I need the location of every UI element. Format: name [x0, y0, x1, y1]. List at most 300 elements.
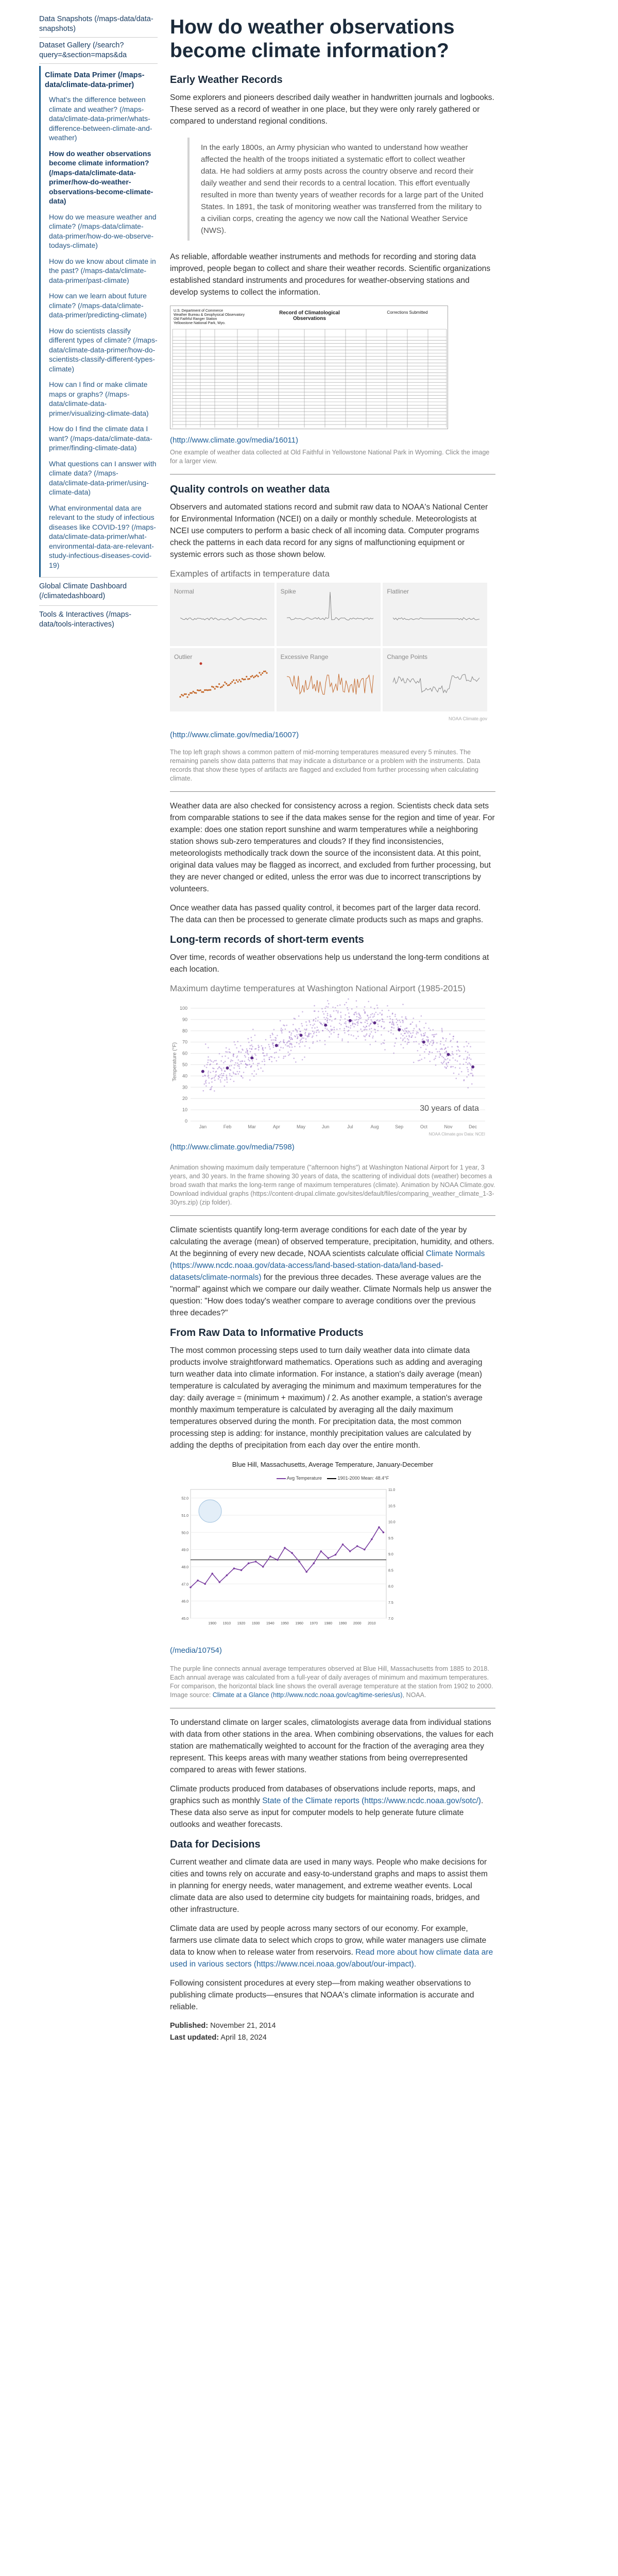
data-point — [271, 1056, 273, 1058]
data-point — [283, 1024, 284, 1026]
data-point — [328, 1006, 329, 1008]
data-point — [313, 1025, 314, 1026]
data-point — [358, 1013, 360, 1014]
figure-link[interactable]: (http://www.climate.gov/media/7598) — [170, 1143, 295, 1151]
data-point — [248, 1057, 250, 1059]
data-point — [230, 1061, 232, 1062]
data-point — [304, 1057, 305, 1058]
data-point — [350, 1027, 351, 1029]
data-point — [239, 1061, 241, 1062]
avg-temp-point — [378, 1527, 380, 1529]
data-point — [221, 1073, 222, 1075]
data-point — [301, 1023, 302, 1025]
data-point — [429, 1043, 431, 1045]
data-point — [391, 1024, 393, 1025]
outlier-point — [236, 680, 237, 681]
data-point — [374, 1029, 375, 1030]
data-point — [445, 1059, 447, 1061]
data-point — [337, 1010, 339, 1012]
data-point — [396, 1038, 398, 1040]
data-point — [434, 1034, 436, 1036]
data-point — [210, 1089, 212, 1090]
data-point — [291, 1043, 293, 1045]
avg-temp-point — [356, 1545, 358, 1547]
data-point — [258, 1049, 260, 1050]
data-point — [322, 1024, 323, 1026]
data-point — [288, 1031, 290, 1033]
data-point — [218, 1076, 219, 1077]
data-point — [406, 1036, 407, 1037]
data-point — [400, 1044, 402, 1045]
data-point — [286, 1042, 288, 1044]
data-point — [408, 1030, 409, 1032]
data-point — [268, 1044, 270, 1045]
data-point — [381, 1026, 382, 1027]
data-point — [382, 1019, 384, 1021]
data-point — [452, 1066, 454, 1067]
avg-temp-point — [349, 1550, 351, 1552]
data-point — [221, 1075, 223, 1077]
data-point — [263, 1053, 264, 1054]
data-point — [286, 1025, 287, 1026]
legend-swatch-mean — [327, 1478, 336, 1479]
outlier-point — [190, 692, 191, 694]
sidebar-subitem-climate-vs-weather[interactable]: What's the difference between climate and weather? (/maps-data/climate-data-primer/whats-difference-between-climate-and-weather) — [49, 95, 152, 142]
data-point — [245, 1063, 247, 1064]
data-point — [202, 1076, 204, 1077]
avg-temp-point — [233, 1568, 235, 1570]
data-point — [225, 1056, 226, 1057]
data-point — [238, 1059, 239, 1061]
x-tick-label: Nov — [444, 1124, 453, 1129]
data-point — [384, 1040, 385, 1041]
data-point — [224, 1071, 226, 1072]
published-date — [170, 2020, 495, 2032]
data-point — [229, 1052, 230, 1053]
data-point — [306, 1025, 307, 1026]
outlier-point — [234, 682, 236, 684]
data-point — [227, 1052, 228, 1053]
data-point — [208, 1077, 210, 1079]
data-point — [305, 1029, 307, 1031]
data-point — [380, 1012, 381, 1014]
data-point — [393, 1027, 395, 1029]
avg-temp-point — [218, 1581, 220, 1583]
data-point — [219, 1053, 220, 1055]
panel-trace — [180, 618, 267, 620]
data-point — [285, 1028, 286, 1030]
data-point — [339, 1028, 341, 1030]
data-point — [291, 1037, 293, 1039]
x-tick-label: Jun — [321, 1124, 330, 1129]
data-point — [441, 1048, 442, 1049]
data-point — [329, 1019, 331, 1021]
outlier-point — [179, 696, 181, 698]
data-point — [317, 1027, 318, 1028]
outlier-point — [250, 676, 252, 677]
data-point — [233, 1072, 234, 1073]
data-point — [318, 1016, 319, 1018]
data-point — [447, 1065, 449, 1067]
data-point — [446, 1064, 448, 1065]
updated-label: Last updated: — [170, 2033, 219, 2042]
data-point — [351, 1035, 352, 1036]
data-point — [334, 1029, 335, 1030]
data-point — [469, 1054, 470, 1056]
data-point — [331, 1016, 332, 1018]
outlier-point — [210, 689, 211, 691]
data-point — [458, 1049, 459, 1051]
section-heading-quality-controls: Quality controls on weather data — [170, 484, 330, 495]
data-point — [211, 1081, 213, 1083]
panel-label: Normal — [174, 588, 194, 595]
data-point — [269, 1057, 270, 1058]
data-point — [372, 1013, 373, 1014]
data-point — [325, 1006, 327, 1008]
data-point — [239, 1067, 241, 1069]
data-point — [320, 1023, 322, 1024]
data-point — [392, 1021, 393, 1022]
artifacts-figure[interactable] — [170, 568, 495, 725]
figure-link[interactable]: (http://www.climate.gov/media/16011) — [170, 436, 299, 445]
data-point — [468, 1071, 469, 1073]
main-content — [170, 15, 495, 2044]
avg-temp-point — [277, 1559, 279, 1561]
text: Climate products produced from databases of observations include reports, maps, and graphics such as monthly — [170, 1785, 475, 1805]
data-point — [302, 1059, 303, 1061]
published-value: November 21, 2014 — [210, 2022, 276, 2030]
data-point — [214, 1060, 216, 1062]
paragraph: To understand climate on larger scales, climatologists average data from individual stations with data from other stations in the area. When combining observations, the values for each station are mathematically weighted to account for the fraction of the averaging area they represent. This keeps areas with many weather stations from being overrepresented compared to areas with fewer stations. — [170, 1718, 494, 1774]
data-point — [440, 1055, 441, 1056]
sidebar-subitem-questions[interactable]: What questions can I answer with climate data? (/maps-data/climate-data-primer/using-climate-data) — [49, 459, 157, 496]
sidebar-subitem-find-data[interactable]: How do I find the climate data I want? (/maps-data/climate-data-primer/finding-climate-data) — [49, 425, 152, 452]
panel-spike — [277, 583, 381, 646]
data-point — [272, 1042, 273, 1044]
data-point — [275, 1040, 277, 1041]
data-point — [324, 1019, 326, 1020]
data-point — [278, 1057, 280, 1058]
chart-title: Blue Hill, Massachusetts, Average Temperature, January-December — [232, 1461, 434, 1468]
x-tick-label: Jan — [199, 1124, 207, 1129]
data-point — [340, 1012, 341, 1013]
panel-trace — [393, 674, 479, 692]
data-point — [368, 1017, 370, 1019]
data-point — [251, 1044, 252, 1046]
outlier-point — [247, 679, 249, 680]
data-point — [257, 1065, 259, 1066]
data-point — [424, 1051, 425, 1053]
data-point — [407, 1043, 408, 1045]
data-point — [264, 1064, 266, 1065]
figure-caption: Animation showing maximum daily temperature ("afternoon highs") at Washington National Airport for 1 year, 3 years, and 30 years. In the frame showing 30 years of data, the scattering of individual dots (weather) becomes a broad swath that marks the long-term range of maximum temperatures (climate). Animation by NOAA Climate.gov. Download individual graphs (https://content-drupal.climate.gov/sites/default/files/comparing_weather_climate_1-3-30yrs.zip) (zip folder). — [170, 1164, 495, 1206]
sidebar-subitem-maps-graphs[interactable]: How can I find or make climate maps or graphs? (/maps-data/climate-data-primer/visualizing-climate-data) — [49, 380, 149, 417]
y-tick-label: 48.0 — [181, 1566, 188, 1569]
data-point — [203, 1090, 204, 1092]
data-point — [471, 1068, 472, 1070]
data-point — [440, 1043, 441, 1045]
data-point — [365, 1035, 367, 1036]
data-point — [400, 1022, 401, 1023]
data-point — [237, 1071, 238, 1073]
data-point — [381, 1013, 383, 1015]
data-point — [213, 1071, 214, 1072]
data-point — [299, 1046, 301, 1047]
data-point — [274, 1057, 276, 1059]
data-point — [294, 1018, 295, 1019]
sidebar-subitem-measure-weather[interactable]: How do we measure weather and climate? (/maps-data/climate-data-primer/how-do-we-observe-todays-climate) — [49, 212, 157, 249]
data-point — [302, 1025, 303, 1027]
sidebar-subitem-observations-to-climate[interactable]: How do weather observations become climate information? (/maps-data/climate-data-primer/how-do-weather-observations-become-climate-data) — [49, 149, 153, 205]
y2-tick-label: 7.5 — [388, 1601, 393, 1605]
data-point — [374, 1013, 375, 1015]
data-point — [468, 1087, 469, 1089]
data-point — [281, 1028, 282, 1029]
data-point — [407, 1038, 408, 1040]
x-tick-label: 1930 — [251, 1622, 260, 1625]
data-point — [327, 1018, 329, 1020]
data-point — [205, 1080, 207, 1081]
data-point — [225, 1061, 226, 1062]
data-point — [416, 1024, 417, 1026]
data-point — [363, 1026, 365, 1027]
data-point — [289, 1041, 290, 1042]
data-point — [400, 1038, 402, 1039]
data-point — [209, 1082, 210, 1084]
data-point — [227, 1081, 228, 1083]
max-temp-plot — [170, 997, 495, 1137]
data-point — [449, 1033, 451, 1035]
y2-tick-label: 10.5 — [388, 1504, 396, 1509]
outlier-point — [258, 675, 259, 677]
data-point — [448, 1062, 449, 1063]
data-point — [368, 1025, 370, 1027]
data-point — [289, 1046, 290, 1048]
data-point — [245, 1052, 247, 1053]
data-point — [387, 1005, 388, 1007]
data-point — [390, 1018, 391, 1020]
data-point — [439, 1057, 440, 1058]
data-point — [298, 1033, 300, 1035]
data-point — [406, 1031, 407, 1032]
data-point — [223, 1073, 225, 1075]
sidebar-item-tools-interactives[interactable]: Tools & Interactives (/maps-data/tools-interactives) — [39, 605, 158, 634]
outlier-point — [221, 686, 223, 687]
outlier-point — [211, 686, 213, 687]
data-point — [467, 1063, 469, 1065]
text: Climate scientists quantify long-term average conditions for each date of the year by calculating the average (mean) of observed temperature, precipitation, humidity, and others. At the beginning of every new decade, NOAA scientists calculate official — [170, 1226, 494, 1258]
data-point — [426, 1036, 428, 1038]
data-point — [356, 1016, 358, 1018]
data-point — [335, 1018, 336, 1020]
outlier-point — [246, 676, 247, 677]
data-point — [371, 1028, 372, 1029]
data-point — [341, 1040, 343, 1042]
data-point — [436, 1033, 437, 1035]
data-point — [355, 1011, 357, 1013]
outlier-point — [194, 692, 195, 693]
data-point — [318, 1029, 319, 1031]
data-point — [204, 1083, 205, 1085]
avg-temp-point — [320, 1550, 322, 1552]
data-point — [450, 1066, 452, 1068]
data-point — [403, 1030, 405, 1032]
data-point — [453, 1036, 454, 1038]
data-point — [445, 1062, 447, 1064]
data-point — [377, 1014, 379, 1015]
outlier-point — [215, 686, 217, 687]
data-point — [364, 1006, 366, 1008]
x-tick-label: Jul — [347, 1124, 353, 1129]
data-point — [404, 1038, 406, 1039]
data-point — [226, 1075, 228, 1076]
data-point — [215, 1060, 217, 1061]
blue-hill-chart[interactable] — [170, 1459, 495, 1642]
data-point — [356, 1000, 357, 1002]
data-point — [322, 1011, 324, 1012]
data-point — [348, 1034, 350, 1036]
y2-tick-label: 10.0 — [388, 1520, 396, 1524]
data-point — [405, 1028, 407, 1029]
outlier-point — [207, 689, 209, 691]
data-point — [433, 1041, 434, 1043]
figure-link[interactable]: (http://www.climate.gov/media/16007) — [170, 731, 299, 739]
max-temp-chart[interactable] — [170, 982, 495, 1140]
sidebar-subitem-covid[interactable]: What environmental data are relevant to the study of infectious diseases like COVID-19? (/maps-data/climate-data-primer/what-environmental-data-are-relevant-study-infectious-diseases-covid-19) — [49, 503, 156, 569]
data-point — [433, 1029, 434, 1031]
sidebar-item-climate-data-primer[interactable]: Climate Data Primer (/maps-data/climate-data-primer) — [45, 71, 145, 89]
climate-at-a-glance-link[interactable]: Climate at a Glance (http://www.ncdc.noaa.gov/cag/time-series/us) — [212, 1691, 403, 1699]
data-point — [404, 1028, 406, 1030]
data-point — [289, 1043, 291, 1044]
sidebar-subitem-future-climate[interactable]: How can we learn about future climate? (/maps-data/climate-data-primer/predicting-climate) — [49, 292, 147, 319]
data-point — [413, 1032, 414, 1033]
data-point — [258, 1045, 259, 1046]
data-point — [344, 1028, 345, 1029]
data-point — [274, 1052, 276, 1054]
data-point — [226, 1047, 227, 1049]
data-point — [280, 1020, 281, 1022]
data-point — [449, 1059, 451, 1061]
figure-link[interactable]: (/media/10754) — [170, 1646, 222, 1655]
outlier-point — [263, 671, 265, 672]
data-point — [313, 1041, 314, 1043]
data-point — [394, 1045, 396, 1047]
sidebar-item-global-climate-dashboard[interactable]: Global Climate Dashboard (/climatedashboard) — [39, 577, 158, 605]
data-point — [309, 1021, 311, 1023]
text: The purple line connects annual average temperatures observed at Blue Hill, Massachusetts from 1885 to 2018. Each annual average was calculated from a full-year of daily averages of minimum and maximum temperatures. For comparison, the horizontal black line shows the overall average temperature at the station from 1902 to 2000. Image source: — [170, 1665, 493, 1699]
x-tick-label: 1920 — [237, 1622, 246, 1625]
outlier-point — [195, 692, 197, 694]
sidebar-subitem-past-climate[interactable]: How do we know about climate in the past? (/maps-data/climate-data-primer/past-climate) — [49, 257, 156, 284]
read-more-link[interactable]: Read more about how climate data are used in various sectors (https://www.ncei.noaa.gov/about/our-impact). — [170, 1948, 493, 1969]
text: . These data also serve as input for computer models to help generate future climate outlooks and weather forecasts. — [170, 1797, 484, 1829]
data-point — [357, 1025, 358, 1026]
data-point — [208, 1071, 210, 1072]
data-point — [211, 1078, 212, 1080]
data-point — [392, 1033, 394, 1035]
sidebar-item-data-snapshots[interactable]: Data Snapshots (/maps-data/data-snapshots) — [39, 11, 158, 38]
data-point — [293, 1030, 294, 1032]
data-point — [272, 1033, 273, 1035]
data-point — [398, 1026, 399, 1028]
data-point — [457, 1060, 458, 1062]
data-point — [468, 1043, 470, 1044]
monthly-mean-point — [226, 1066, 229, 1070]
data-point — [249, 1060, 250, 1062]
data-point — [447, 1058, 449, 1060]
data-point — [330, 1026, 332, 1027]
data-point — [409, 1036, 410, 1038]
outlier-point — [197, 689, 198, 691]
paragraph: As reliable, affordable weather instruments and methods for recording and storing data improved, people began to collect and share their weather records. Scientific organizations established standard instruments and procedures for weather-observing stations and develop systems to collect the information. — [170, 252, 491, 297]
data-point — [315, 1018, 317, 1019]
outlier-point — [184, 693, 185, 695]
data-point — [208, 1047, 209, 1048]
data-point — [210, 1063, 211, 1065]
data-point — [407, 1032, 409, 1034]
data-point — [366, 1029, 368, 1030]
divider — [170, 1215, 495, 1216]
data-point — [323, 1023, 325, 1024]
data-point — [440, 1041, 442, 1042]
data-point — [297, 1031, 298, 1032]
weather-ledger-image[interactable] — [170, 306, 448, 429]
ledger-header-center: Record of Climatological Observations — [279, 310, 340, 321]
data-point — [273, 1029, 275, 1030]
data-point — [433, 1034, 435, 1036]
data-point — [358, 1014, 360, 1015]
outlier-point — [220, 687, 221, 688]
data-point — [456, 1078, 457, 1079]
sidebar-item-dataset-gallery[interactable]: Dataset Gallery (/search?query=&section=maps&da — [39, 38, 158, 64]
panel-change-points — [383, 648, 487, 711]
data-point — [305, 1021, 307, 1023]
data-point — [445, 1047, 447, 1049]
data-point — [236, 1057, 237, 1058]
data-point — [339, 1005, 341, 1006]
data-point — [469, 1062, 470, 1064]
data-point — [281, 1030, 283, 1032]
data-point — [265, 1047, 266, 1049]
data-point — [297, 1036, 299, 1038]
sidebar-subitem-classify-climate[interactable]: How do scientists classify different types of climate? (/maps-data/climate-data-primer/how-do-scientists-classify-different-types-climate) — [49, 326, 158, 373]
data-point — [312, 1043, 314, 1044]
ledger-header-right: Corrections Submitted — [387, 310, 428, 315]
data-point — [353, 1026, 355, 1028]
data-point — [432, 1040, 433, 1041]
y-tick-label: 30 — [182, 1084, 187, 1090]
data-point — [258, 1047, 260, 1048]
data-point — [370, 1014, 372, 1015]
data-point — [399, 1020, 400, 1021]
data-point — [370, 1044, 371, 1045]
outlier-point — [185, 693, 187, 695]
data-point — [421, 1015, 422, 1017]
data-point — [296, 1030, 298, 1031]
data-point — [314, 1010, 315, 1012]
data-point — [381, 1034, 382, 1036]
data-point — [312, 1037, 313, 1038]
data-point — [405, 1041, 406, 1042]
data-point — [261, 1045, 263, 1047]
data-point — [249, 1048, 251, 1049]
data-point — [249, 1064, 250, 1065]
data-point — [402, 1020, 403, 1021]
climate-normals-link[interactable]: Climate Normals (https://www.ncdc.noaa.gov/data-access/land-based-station-data/land-based-datasets/climate-normals) — [170, 1249, 485, 1282]
outlier-point — [259, 672, 260, 673]
state-of-climate-link[interactable]: State of the Climate reports (https://www.ncdc.noaa.gov/sotc/) — [262, 1797, 481, 1805]
